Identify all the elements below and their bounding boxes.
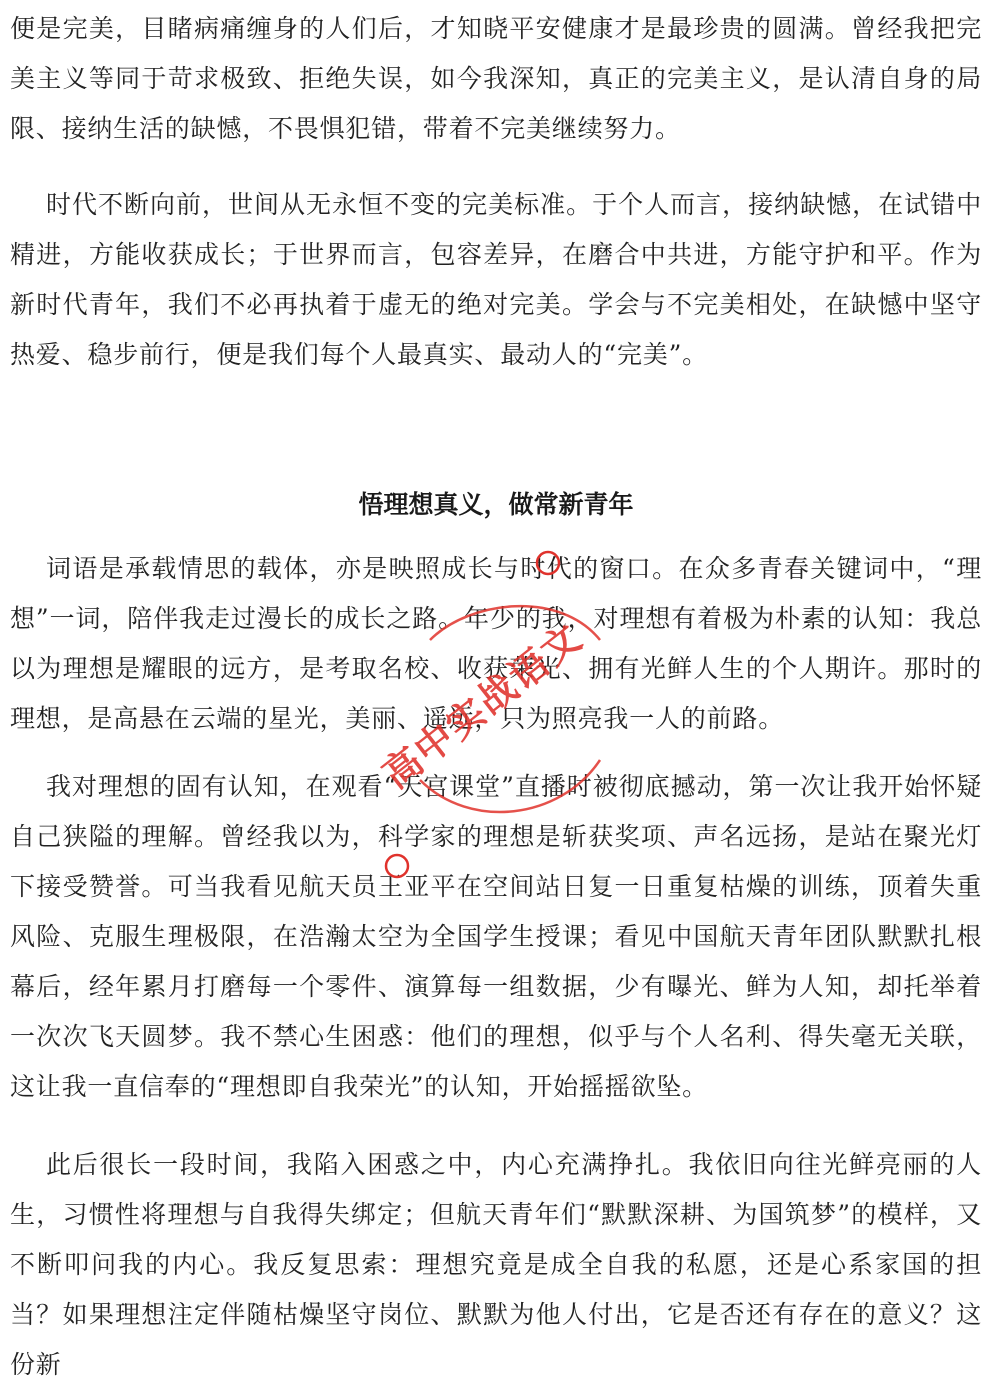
paragraph-era-perfection: 时代不断向前，世间从无永恒不变的完美标准。于个人而言，接纳缺憾，在试错中精进，方能收获成长；于世界而言，包容差异，在磨合中共进，方能守护和平。作为新时代青年，我们不必再执着于虚无的绝对完美。学会与不完美相处，在缺憾中坚守热爱、稳步前行，便是我们每个人最真实、最动人的“完美”。 xyxy=(10,190,982,369)
paragraph-perfection-conclusion: 便是完美，目睹病痛缠身的人们后，才知晓平安健康才是最珍贵的圆满。曾经我把完美主义等同于苛求极致、拒绝失误，如今我深知，真正的完美主义，是认清自身的局限、接纳生活的缺憾，不畏惧犯错，带着不完美继续努力。 xyxy=(10,14,982,143)
essay-title: 悟理想真义，做常新青年 xyxy=(358,490,634,519)
paragraph-ideal-intro: 词语是承载情思的载体，亦是映照成长与时代的窗口。在众多青春关键词中，“理想”一词，陪伴我走过漫长的成长之路。年少的我，对理想有着极为朴素的认知：我总以为理想是耀眼的远方，是考取名校、收获荣光、拥有光鲜人生的个人期许。那时的理想，是高悬在云端的星光，美丽、遥远，只为照亮我一人的前路。 xyxy=(10,554,982,733)
stamp-text: 高中实战语文 xyxy=(374,614,591,798)
paragraph-tiangong-classroom: 我对理想的固有认知，在观看“天宫课堂”直播时被彻底撼动，第一次让我开始怀疑自己狭隘的理解。曾经我以为，科学家的理想是斩获奖项、声名远扬，是站在聚光灯下接受赞誉。可当我看见航天员王亚平在空间站日复一日重复枯燥的训练，顶着失重风险、克服生理极限，在浩瀚太空为全国学生授课；看见中国航天青年团队默默扎根幕后，经年累月打磨每一个零件、演算每一组数据，少有曝光、鲜为人知，却托举着一次次飞天圆梦。我不禁心生困惑：他们的理想，似乎与个人名利、得失毫无关联，这让我一直信奉的“理想即自我荣光”的认知，开始摇摇欲坠。 xyxy=(10,772,982,1101)
paragraph-confusion: 此后很长一段时间，我陷入困惑之中，内心充满挣扎。我依旧向往光鲜亮丽的人生，习惯性将理想与自我得失绑定；但航天青年们“默默深耕、为国筑梦”的模样，又不断叩问我的内心。我反复思索：理想究竟是成全自我的私愿，还是心系家国的担当？如果理想注定伴随枯燥坚守岗位、默默为他人付出，它是否还有存在的意义？这份新 xyxy=(10,1150,982,1379)
